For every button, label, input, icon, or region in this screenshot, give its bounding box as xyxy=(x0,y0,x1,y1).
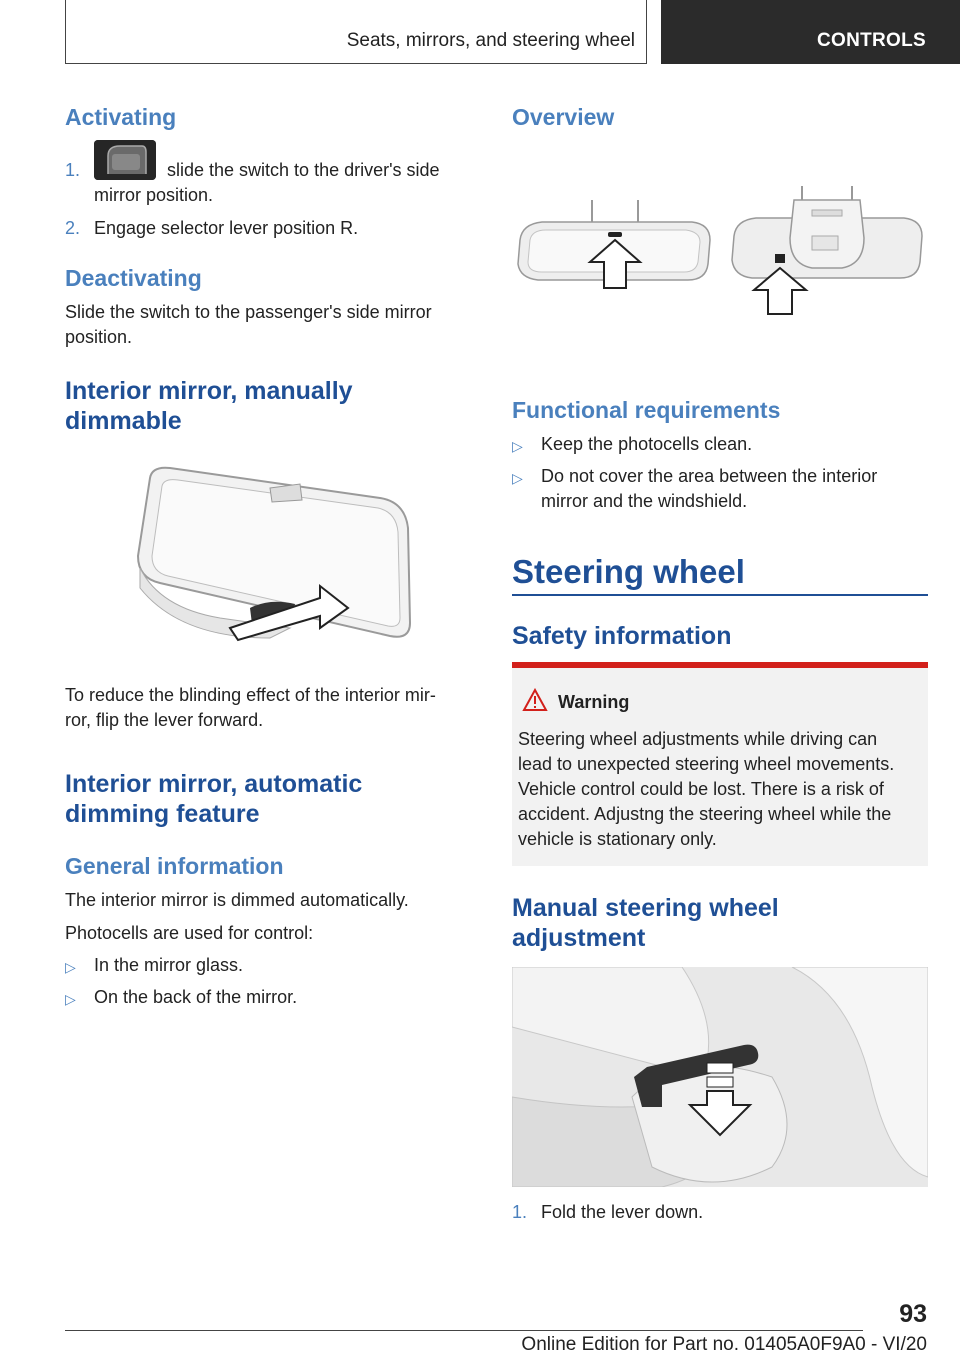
triangle-bullet-icon: ▷ xyxy=(65,991,76,1007)
list-item-text: Do not cover the area between the interior xyxy=(541,466,878,486)
warning-line: accident. Adjustng the steering wheel while the xyxy=(518,804,892,824)
step-number: 1. xyxy=(65,160,81,180)
list-item xyxy=(512,464,928,514)
manual-dim-heading-line2: dimmable xyxy=(65,407,182,435)
warning-line: lead to unexpected steering wheel movements. xyxy=(518,754,895,774)
manual-dim-mirror-image xyxy=(120,458,420,648)
steering-wheel-heading: Steering wheel xyxy=(512,553,745,590)
triangle-bullet-icon: ▷ xyxy=(512,470,523,486)
header-chapter-tab xyxy=(661,0,960,64)
step-number: 1. xyxy=(512,1202,528,1222)
triangle-bullet-icon: ▷ xyxy=(512,438,523,454)
manual-steering-heading-line2: adjustment xyxy=(512,924,646,952)
overview-mirror-image xyxy=(512,180,928,320)
footer-rule xyxy=(65,1330,863,1331)
step-number: 2. xyxy=(65,218,81,238)
list-item xyxy=(65,985,465,1010)
manual-dim-text: To reduce the blinding effect of the interior mir- xyxy=(65,685,436,705)
list-item-text: On the back of the mirror. xyxy=(94,987,298,1007)
list-item xyxy=(65,158,465,208)
auto-dim-heading-line1: Interior mirror, automatic xyxy=(65,770,363,798)
manual-dim-heading-line1: Interior mirror, manually xyxy=(65,377,353,405)
step-text: slide the switch to the driver's side xyxy=(167,160,440,180)
header-chapter-label: CONTROLS xyxy=(816,30,926,51)
step-text-cont: mirror position. xyxy=(94,185,214,205)
safety-info-heading: Safety information xyxy=(512,622,732,650)
deactivating-heading: Deactivating xyxy=(65,265,202,291)
manual-dim-text-cont: ror, flip the lever forward. xyxy=(65,710,264,730)
auto-dim-heading-line2: dimming feature xyxy=(65,800,260,828)
general-info-heading: General information xyxy=(65,853,284,879)
warning-triangle-icon xyxy=(522,688,548,712)
step-text: Engage selector lever position R. xyxy=(94,218,359,238)
list-item xyxy=(512,1200,928,1225)
mirror-switch-icon xyxy=(94,140,156,180)
general-info-text: The interior mirror is dimmed automatically. xyxy=(65,890,409,910)
manual-dim-heading xyxy=(65,376,353,436)
general-info-text2: Photocells are used for control: xyxy=(65,923,314,943)
overview-heading: Overview xyxy=(512,104,615,130)
list-item xyxy=(512,432,928,457)
warning-title: Warning xyxy=(558,692,630,712)
page-number: 93 xyxy=(899,1300,927,1328)
steering-lever-image xyxy=(512,967,928,1187)
list-item xyxy=(65,216,465,241)
list-item-text-cont: mirror and the windshield. xyxy=(541,491,748,511)
list-item-text: Keep the photocells clean. xyxy=(541,434,753,454)
warning-line: vehicle is stationary only. xyxy=(518,829,717,849)
heading-rule xyxy=(512,594,928,596)
list-item xyxy=(65,953,465,978)
warning-line: Steering wheel adjustments while driving can xyxy=(518,729,878,749)
deactivating-text-cont: position. xyxy=(65,327,133,347)
warning-line: Vehicle control could be lost. There is a risk of xyxy=(518,779,884,799)
manual-steering-heading-line1: Manual steering wheel xyxy=(512,894,779,922)
triangle-bullet-icon: ▷ xyxy=(65,959,76,975)
manual-steering-heading xyxy=(512,893,779,953)
step-text: Fold the lever down. xyxy=(541,1202,704,1222)
header-section-title: Seats, mirrors, and steering wheel xyxy=(346,30,635,51)
footer-edition: Online Edition for Part no. 01405A0F9A0 - VI/20 xyxy=(521,1334,927,1355)
list-item-text: In the mirror glass. xyxy=(94,955,244,975)
auto-dim-heading xyxy=(65,769,362,829)
deactivating-text: Slide the switch to the passenger's side mirror xyxy=(65,302,432,322)
warning-box xyxy=(512,662,928,866)
activating-heading: Activating xyxy=(65,104,177,130)
functional-req-heading: Functional requirements xyxy=(512,397,781,423)
